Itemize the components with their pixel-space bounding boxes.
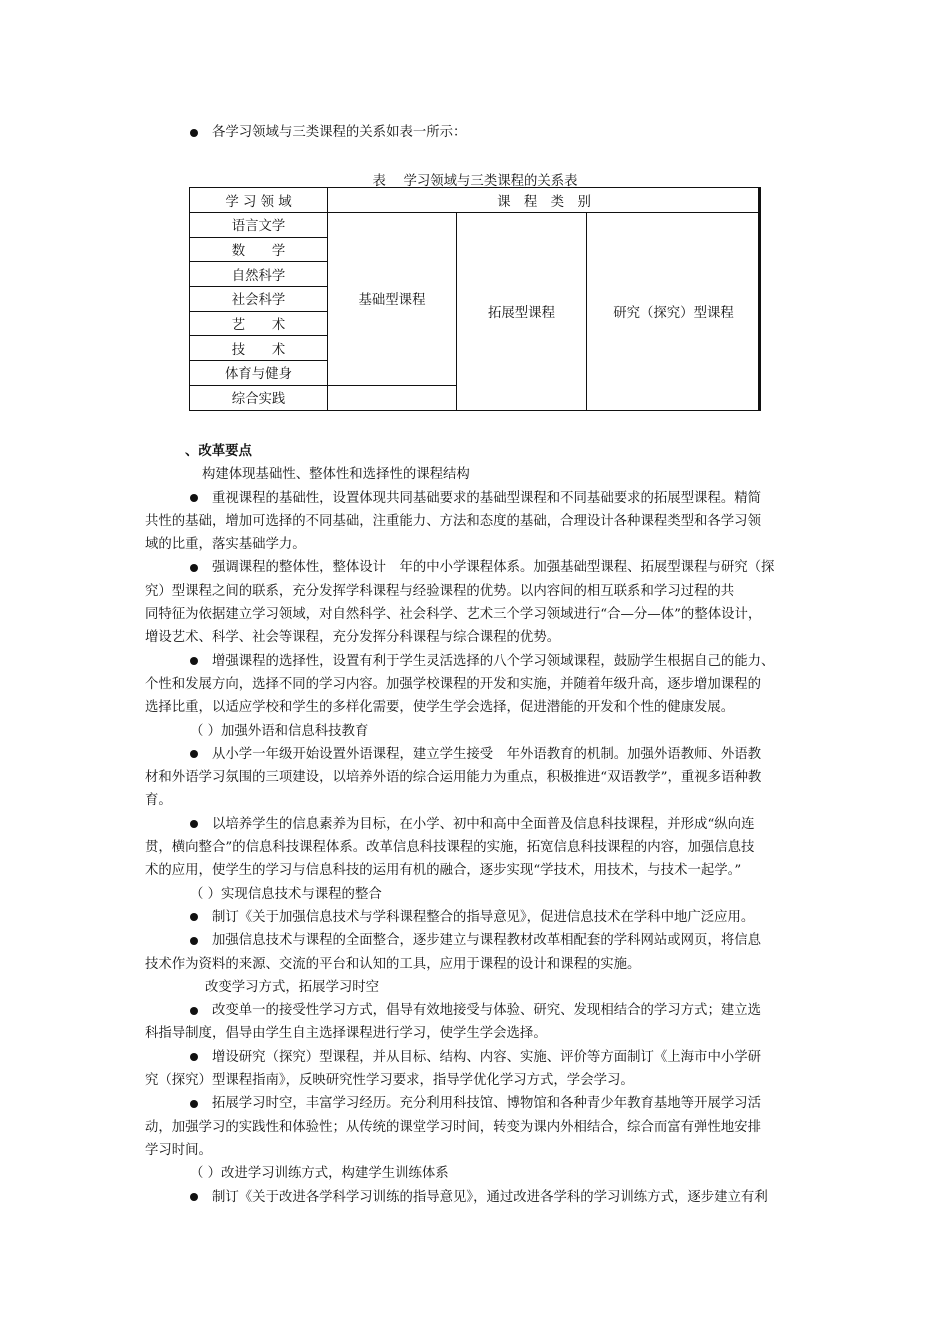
domain-cell: 体育与健身 [190,361,328,386]
subheading: （ ）改进学习训练方式，构建学生训练体系 [190,1166,449,1182]
domain-cell: 艺 术 [190,311,328,336]
domain-cell: 社会科学 [190,287,328,312]
bullet-dot-icon [190,494,198,502]
intro-bullet [190,121,466,140]
course-research: 研究（探究）型课程 [587,213,761,411]
paragraph-line: 贯，横向整合”的信息科技课程体系。改革信息科技课程的实施，拓宽信息科技课程的内容，加强信息技 [145,840,755,856]
relation-table [189,187,761,411]
paragraph-line: 增设研究（探究）型课程，并从目标、结构、内容、实施、评价等方面制订《上海市中小学研 [145,1046,805,1069]
bullet-dot-icon [190,1100,198,1108]
course-extended: 拓展型课程 [457,213,587,411]
domain-cell: 技 术 [190,336,328,361]
domain-cell: 语言文学 [190,213,328,238]
paragraph-line: 以培养学生的信息素养为目标，在小学、初中和高中全面普及信息科技课程，并形成“纵向连 [145,813,805,836]
subheading: 改变学习方式，拓展学习时空 [205,979,380,995]
bullet-dot-icon [190,750,198,758]
paragraph-line: 究（探究）型课程指南》，反映研究性学习要求，指导学优化学习方式，学会学习。 [145,1073,634,1089]
domain-cell: 自然科学 [190,262,328,287]
bullet-dot-icon [190,913,198,921]
header-domain: 学 习 领 域 [190,188,328,213]
bullet-dot-icon [190,1007,198,1015]
paragraph-line: 增设艺术、科学、社会等课程，充分发挥分科课程与综合课程的优势。 [145,630,561,646]
bullet-dot-icon [190,820,198,828]
paragraph-line: 学习时间。 [145,1142,212,1158]
paragraph-line: 改变单一的接受性学习方式，倡导有效地接受与体验、研究、发现相结合的学习方式；建立选 [145,999,805,1022]
paragraph-line: 增强课程的选择性，设置有利于学生灵活选择的八个学习领域课程，鼓励学生根据自己的能力、 [145,650,805,673]
paragraph-line: 域的比重，落实基础学力。 [145,537,306,553]
paragraph-line: 育。 [145,793,172,809]
bullet-dot-icon [190,1193,198,1201]
subheading: （ ）加强外语和信息科技教育 [190,723,369,739]
paragraph-line: 动，加强学习的实践性和体验性；从传统的课堂学习时间，转变为课内外相结合，综合而富有弹性地安排 [145,1119,761,1135]
paragraph-line: 共性的基础，增加可选择的不同基础，注重能力、方法和态度的基础，合理设计各种课程类型和各学习领 [145,513,761,529]
paragraph-line: 从小学一年级开始设置外语课程，建立学生接受 年外语教育的机制。加强外语教师、外语教 [145,743,805,766]
subheading: （ ）实现信息技术与课程的整合 [190,886,382,902]
paragraph-line: 制订《关于改进各学科学习训练的指导意见》，通过改进各学科的学习训练方式，逐步建立有利 [145,1186,805,1209]
paragraph-line: 科指导制度，倡导由学生自主选择课程进行学习，使学生学会选择。 [145,1026,547,1042]
table-caption: 表 学习领域与三类课程的关系表 [372,174,578,189]
table-outer-border [758,187,760,411]
intro-text: 各学习领域与三类课程的关系如表一所示： [212,125,467,140]
paragraph-line: 个性和发展方向，选择不同的学习内容。加强学校课程的开发和实施，并随着年级升高，逐步增加课程的 [145,676,761,692]
domain-cell: 数 学 [190,237,328,262]
bullet-dot-icon [190,1053,198,1061]
paragraph-line: 强调课程的整体性，整体设计 年的中小学课程体系。加强基础型课程、拓展型课程与研究（探 [145,556,805,579]
paragraph-line: 材和外语学习氛围的三项建设，以培养外语的综合运用能力为重点，积极推进“双语教学”，重视多语种教 [145,770,762,786]
bullet-dot-icon [190,129,198,137]
paragraph-line: 究）型课程之间的联系，充分发挥学科课程与经验课程的优势。以内容间的相互联系和学习过程的共 [145,583,735,599]
bullet-dot-icon [190,657,198,665]
bullet-dot-icon [190,564,198,572]
empty-cell [328,385,457,410]
paragraph-line: 拓展学习时空，丰富学习经历。充分利用科技馆、博物馆和各种青少年教育基地等开展学习活 [145,1092,805,1115]
domain-cell: 综合实践 [190,385,328,410]
paragraph-line: 制订《关于加强信息技术与学科课程整合的指导意见》，促进信息技术在学科中地广泛应用。 [145,906,805,929]
paragraph-line: 术的应用，使学生的学习与信息科技的运用有机的融合，逐步实现“学技术，用技术，与技术一起学。” [145,863,742,879]
subheading: 构建体现基础性、整体性和选择性的课程结构 [202,467,470,483]
paragraph-line: 重视课程的基础性，设置体现共同基础要求的基础型课程和不同基础要求的拓展型课程。精简 [145,487,805,510]
header-course: 课 程 类 别 [328,188,761,213]
paragraph-line: 技术作为资料的来源、交流的平台和认知的工具，应用于课程的设计和课程的实施。 [145,956,641,972]
paragraph-line: 同特征为依据建立学习领域，对自然科学、社会科学、艺术三个学习领域进行“合—分—体”的整体设计， [145,607,762,623]
bullet-dot-icon [190,937,198,945]
paragraph-line: 加强信息技术与课程的全面整合，逐步建立与课程教材改革相配套的学科网站或网页，将信息 [145,929,805,952]
course-basic: 基础型课程 [328,213,457,386]
paragraph-line: 选择比重，以适应学校和学生的多样化需要，使学生学会选择，促进潜能的开发和个性的健康发展。 [145,700,735,716]
section-heading: 、改革要点 [185,443,252,459]
document-body [145,440,805,1209]
